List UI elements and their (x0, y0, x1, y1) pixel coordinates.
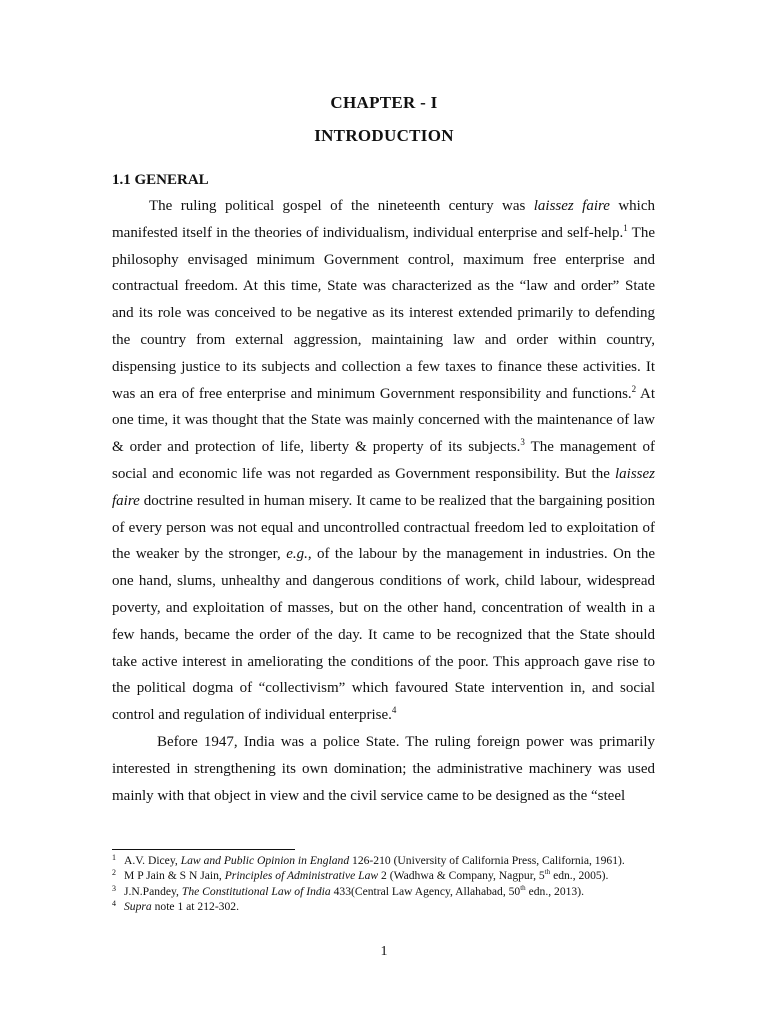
page-number: 1 (380, 944, 388, 959)
footnote-ref-2[interactable]: 2 (631, 383, 637, 394)
body-text (112, 193, 655, 809)
footnote-2: 2 M P Jain & S N Jain, Principles of Administrative Law 2 (Wadhwa & Company, Nagpur, 5th edn., 2005). (112, 868, 609, 883)
footnote-divider (112, 849, 295, 850)
footnote-1: 1 A.V. Dicey, Law and Public Opinion in England 126-210 (University of California Press, California, 1961). (112, 853, 625, 867)
paragraph-2: Before 1947, India was a police State. The ruling foreign power was primarily interested in strengthening its own domination; the administrative machinery was used mainly with that object in view and the civil service came to be designed as the “steel (112, 733, 655, 804)
paragraph-1: The ruling political gospel of the nineteenth century was laissez faire which manifested itself in the theories of individualism, individual enterprise and self-help.$^1$ The philosophy envisaged minimum Government control, maximum free enterprise and contractual freedom. At this time, State was characterized as the “law and order” State and its role was conceived to be negative as its interest extended primarily to defending the country from external aggression, maintaining law and order within country, dispensing justice to its subjects and collection a few taxes to finance these activities. It was an era of free enterprise and minimum Government responsibility and functions.$^2$ At one time, it was thought that the State was mainly concerned with the maintenance of law & order and protection of life, liberty & property of its subjects.$^3$ The management of social and economic life was not regarded as Government responsibility. But the laissez faire doctrine resulted in human misery. It came to be realized that the bargaining position of every person was not equal and uncontrolled contractual freedom led to exploitation of the weaker by the stronger, e.g., of the labour by the management in industries. On the one hand, slums, unhealthy and dangerous conditions of work, child labour, widespread poverty, and exploitation of masses, but on the other hand, concentration of wealth in a few hands, became the order of the day. It came to be recognized that the State should take active interest in ameliorating the conditions of the poor. This approach gave rise to the political dogma of “collectivism” which favoured State intervention in, and social control and regulation of individual enterprise.$^4$ (112, 198, 656, 724)
chapter-title: INTRODUCTION (314, 126, 454, 145)
chapter-heading: CHAPTER - I (330, 93, 438, 112)
footnotes (112, 853, 657, 914)
footnote-ref-4[interactable]: 4 (391, 705, 397, 716)
footnote-ref-1[interactable]: 1 (623, 222, 628, 233)
footnote-3: 3 J.N.Pandey, The Constitutional Law of India 433(Central Law Agency, Allahabad, 50th edn., 2013). (112, 883, 584, 898)
footnote-4: 4 Supra note 1 at 212-302. (112, 898, 239, 913)
section-heading: 1.1 GENERAL (112, 172, 209, 188)
footnote-ref-3[interactable]: 3 (520, 437, 525, 448)
